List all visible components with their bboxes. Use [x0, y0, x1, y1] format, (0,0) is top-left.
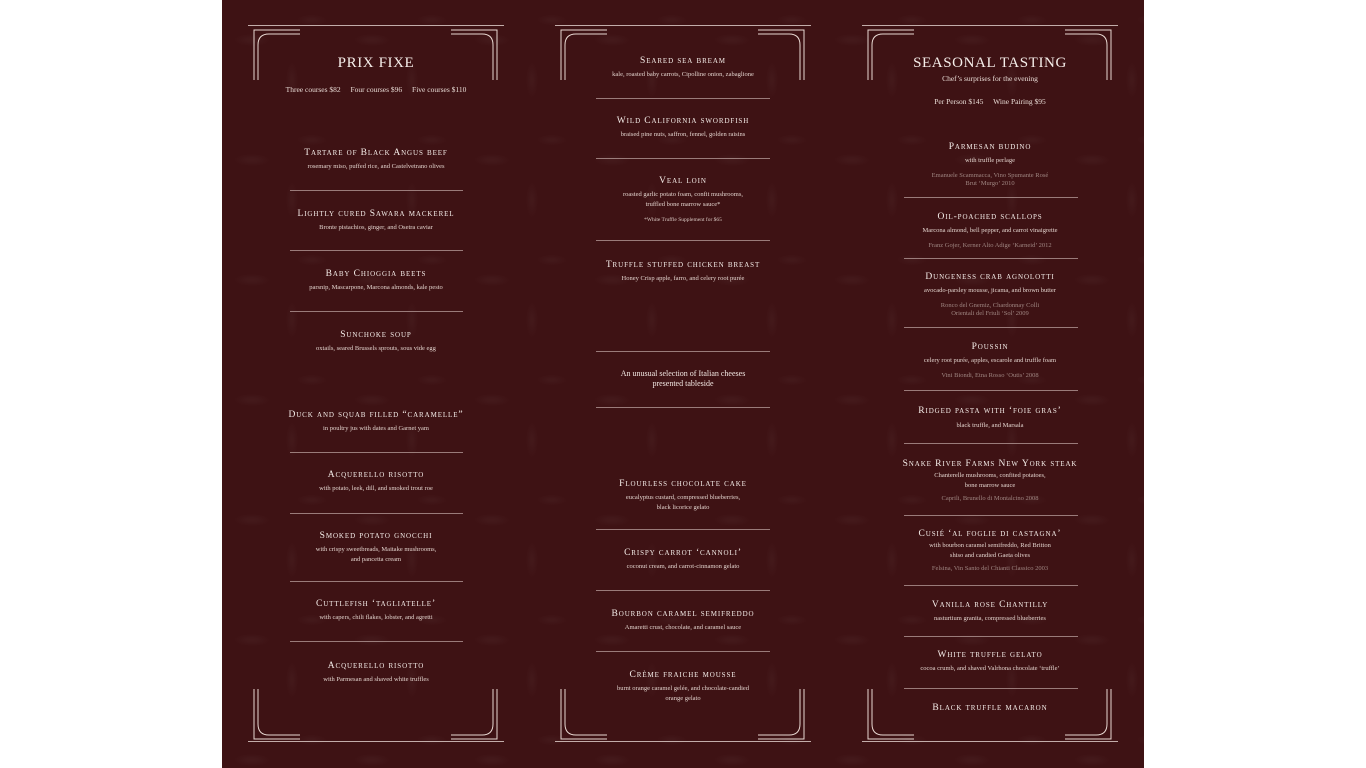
menu-item: [555, 259, 811, 284]
dish-name: Wild California swordfish: [616, 116, 750, 126]
dish-name: Truffle stuffed chicken breast: [605, 260, 761, 270]
divider: [290, 311, 463, 312]
menu-item: [862, 405, 1118, 431]
frame-bottom-line: [248, 741, 504, 742]
dish-name: Ridged pasta with ‘foie gras’: [918, 406, 1062, 416]
divider: [904, 443, 1078, 444]
dish-description: burnt orange caramel gelée, and chocolate-candied: [616, 685, 750, 692]
dish-description: with capers, chili flakes, lobster, and agretti: [319, 614, 433, 621]
dish-name: Tartare of Black Angus beef: [304, 148, 448, 158]
divider: [596, 351, 770, 352]
menu-item: [862, 649, 1118, 674]
dish-name: Acquerello risotto: [327, 661, 425, 671]
prix-fixe-pricing: [248, 85, 504, 94]
menu-item: [248, 409, 504, 434]
cheese-description: presented tableside: [652, 379, 714, 388]
dish-description: parsnip, Mascarpone, Marcona almonds, kale pesto: [309, 284, 443, 291]
menu-item: [862, 528, 1118, 573]
price-option: Wine Pairing $95: [993, 97, 1046, 106]
wine-pairing: Franz Gojer, Kerner Alto Adige ‘Karneid’ 2012: [928, 242, 1052, 249]
corner-ornament: [1064, 688, 1112, 740]
prix-fixe-panel: [248, 0, 504, 768]
frame-top-line: [555, 25, 811, 26]
dish-name: Duck and squab filled “caramelle”: [288, 410, 464, 420]
divider: [596, 529, 770, 530]
menu-item: [862, 141, 1118, 188]
dish-description: orange gelato: [665, 695, 701, 702]
dish-description: and pancetta cream: [350, 556, 402, 563]
divider: [596, 407, 770, 408]
dish-description: kale, roasted baby carrots, Cipolline onion, zabaglione: [612, 71, 754, 78]
dish-description: Chanterelle mushrooms, confited potatoes,: [934, 472, 1046, 479]
dish-name: Crème fraiche mousse: [629, 670, 737, 680]
menu-item: [862, 211, 1118, 250]
menu-item: [248, 208, 504, 233]
price-option: Four courses $96: [350, 85, 403, 94]
menu-item: [248, 268, 504, 293]
dish-name: Baby Chioggia beets: [325, 269, 427, 279]
menu-item: [862, 271, 1118, 318]
menu-item: [248, 329, 504, 354]
divider: [596, 590, 770, 591]
divider: [596, 240, 770, 241]
dish-name: Cusié ‘al foglie di castagna’: [918, 529, 1062, 539]
dish-description: with crispy sweetbreads, Maitake mushrooms,: [315, 546, 437, 553]
divider: [904, 688, 1078, 689]
divider: [290, 641, 463, 642]
divider: [904, 390, 1078, 391]
menu-item: [555, 115, 811, 140]
corner-ornament: [253, 688, 301, 740]
menu-item: [862, 702, 1118, 714]
frame-bottom-line: [862, 741, 1118, 742]
dish-name: Dungeness crab agnolotti: [925, 272, 1055, 282]
price-option: Per Person $145: [934, 97, 984, 106]
menu-item: [862, 341, 1118, 380]
dish-name: Poussin: [971, 342, 1009, 352]
dish-name: Seared sea bream: [640, 56, 726, 66]
dish-description: Amaretti crust, chocolate, and caramel sauce: [624, 624, 742, 631]
dish-description: celery root purée, apples, escarole and truffle foam: [923, 357, 1057, 364]
divider: [596, 98, 770, 99]
divider: [290, 581, 463, 582]
dish-description: coconut cream, and carrot-cinnamon gelato: [626, 563, 740, 570]
prix-fixe-title: PRIX FIXE: [337, 55, 415, 71]
seasonal-subtitle: Chef’s surprises for the evening: [942, 74, 1038, 83]
divider: [290, 250, 463, 251]
supplement-note: *White Truffle Supplement for $65: [644, 217, 722, 223]
wine-pairing: Caprili, Brunello di Montalcino 2008: [941, 495, 1039, 502]
dish-description: truffled bone marrow sauce*: [645, 201, 721, 208]
divider: [904, 197, 1078, 198]
price-option: Five courses $110: [412, 85, 467, 94]
dish-description: rosemary miso, puffed rice, and Castelvetrano olives: [307, 163, 445, 170]
frame-bottom-line: [555, 741, 811, 742]
divider: [290, 452, 463, 453]
frame-top-line: [248, 25, 504, 26]
dish-name: Sunchoke soup: [340, 330, 412, 340]
dish-description: cocoa crumb, and shaved Valrhona chocolate ‘truffle’: [920, 665, 1060, 672]
corner-ornament: [450, 688, 498, 740]
wine-pairing: Orientali del Friuli ‘Sol’ 2009: [951, 310, 1029, 317]
menu-item: [248, 147, 504, 172]
dish-description: with potato, leek, dill, and smoked trout roe: [319, 485, 433, 492]
menu-item: [555, 55, 811, 80]
dish-description: bone marrow sauce: [964, 482, 1016, 489]
seasonal-pricing: [862, 97, 1118, 106]
dish-description: roasted garlic potato foam, confit mushrooms,: [622, 191, 744, 198]
wine-pairing: Brut ‘Murgo’ 2010: [965, 180, 1015, 187]
dish-name: Smoked potato gnocchi: [319, 531, 433, 541]
wine-pairing: Emanuele Scammacca, Vino Spumante Rosé: [931, 172, 1049, 179]
dish-name: Crispy carrot ‘cannoli’: [624, 548, 742, 558]
menu-item: [248, 660, 504, 685]
dish-description: with truffle perlage: [964, 157, 1016, 164]
menu-item: [555, 175, 811, 224]
dish-description: avocado-parsley mousse, jicama, and brown butter: [924, 287, 1056, 294]
dish-description: with Parmesan and shaved white truffles: [323, 676, 429, 683]
dish-description: black licorice gelato: [656, 504, 710, 511]
divider: [904, 327, 1078, 328]
seasonal-tasting-title: SEASONAL TASTING: [913, 55, 1067, 71]
menu-item: [248, 530, 504, 565]
dish-name: Oil-poached scallops: [937, 212, 1043, 222]
cheese-course: [555, 369, 811, 389]
dish-description: eucalyptus custard, compressed blueberries,: [625, 494, 741, 501]
dish-name: Lightly cured Sawara mackerel: [297, 209, 455, 219]
price-option: Three courses $82: [285, 85, 341, 94]
cheese-description: An unusual selection of Italian cheeses: [620, 369, 746, 378]
menu-item: [862, 599, 1118, 624]
dish-name: Flourless chocolate cake: [619, 479, 747, 489]
dish-name: Snake River Farms New York steak: [902, 459, 1078, 469]
wine-pairing: Felsina, Vin Santo del Chianti Classico 2003: [931, 565, 1049, 572]
dish-description: braised pine nuts, saffron, fennel, golden raisins: [620, 131, 746, 138]
menu-item: [555, 669, 811, 704]
menu-item: [555, 478, 811, 513]
dish-description: Honey Crisp apple, farro, and celery root purée: [621, 275, 745, 282]
menu-item: [555, 608, 811, 633]
menu-item: [248, 598, 504, 623]
dish-description: oxtails, seared Brussels sprouts, sous vide egg: [316, 345, 436, 352]
divider: [596, 158, 770, 159]
wine-pairing: Vini Biondi, Etna Rosso ‘Outis’ 2008: [941, 372, 1039, 379]
dish-name: Vanilla rose Chantilly: [931, 600, 1049, 610]
seasonal-tasting-panel: [862, 0, 1118, 768]
menu-item: [555, 547, 811, 572]
dish-description: Marcona almond, bell pepper, and carrot vinaigrette: [922, 227, 1058, 234]
dish-name: White truffle gelato: [937, 650, 1043, 660]
divider: [904, 515, 1078, 516]
dish-name: Bourbon caramel semifreddo: [611, 609, 755, 619]
wine-pairing: Ronco del Gnemiz, Chardonnay Colli: [940, 302, 1040, 309]
divider: [904, 258, 1078, 259]
divider: [290, 190, 463, 191]
divider: [904, 585, 1078, 586]
dish-name: Acquerello risotto: [327, 470, 425, 480]
menu-item: [248, 469, 504, 494]
menu-item: [862, 458, 1118, 503]
dish-description: shiso and candied Gaeta olives: [949, 552, 1031, 559]
frame-top-line: [862, 25, 1118, 26]
dish-description: Bronte pistachios, ginger, and Osetra caviar: [319, 224, 433, 231]
corner-ornament: [867, 688, 915, 740]
divider: [904, 636, 1078, 637]
dish-name: Veal loin: [659, 176, 707, 186]
dish-description: with bourbon caramel semifreddo, Red Britton: [929, 542, 1051, 549]
dish-name: Parmesan budino: [948, 142, 1032, 152]
dish-name: Black truffle macaron: [932, 703, 1048, 713]
mains-desserts-panel: [555, 0, 811, 768]
divider: [596, 651, 770, 652]
dish-name: Cuttlefish ‘tagliatelle’: [315, 599, 437, 609]
dish-description: black truffle, and Marsala: [956, 422, 1024, 429]
divider: [290, 513, 463, 514]
dish-description: in poultry jus with dates and Garnet yam: [323, 425, 429, 432]
dish-description: nasturtium granita, compressed blueberries: [934, 615, 1046, 622]
